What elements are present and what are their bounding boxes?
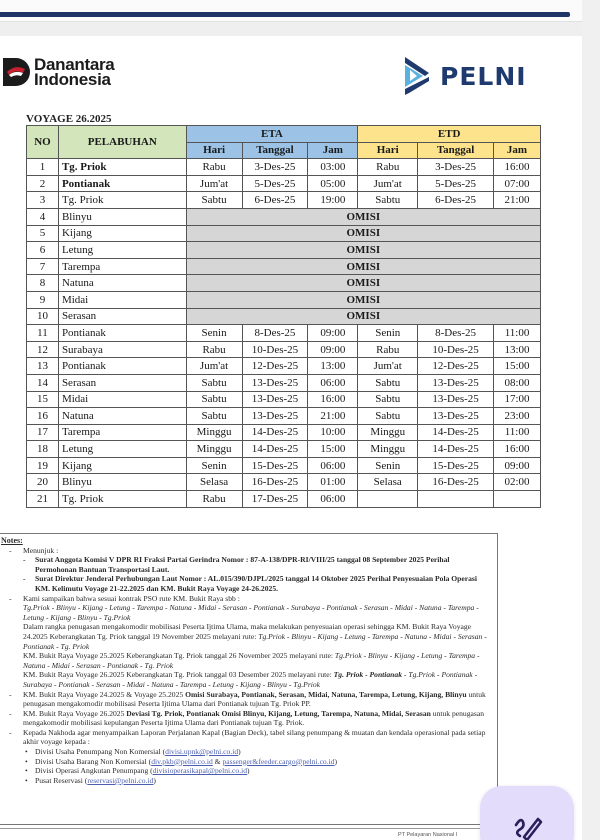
table-row-omisi [27, 258, 541, 275]
cell-no: 9 [27, 291, 59, 308]
cell-eta-jam: 05:00 [308, 175, 358, 192]
notes-deviasi-suffix: untuk penugasan mengakomodir mobilisasi kepulangan Peserta Ijtima Ulama dari Pontianak tujuan Tg. Priok. [23, 708, 485, 728]
cell-etd-jam: 15:00 [494, 358, 541, 375]
cell-eta-tanggal: 13-Des-25 [242, 408, 308, 425]
cell-port: Serasan [58, 308, 186, 325]
cell-port: Tarempa [58, 258, 186, 275]
voyage-schedule-table [26, 125, 541, 508]
cell-etd-jam: 17:00 [494, 391, 541, 408]
cell-no: 5 [27, 225, 59, 242]
cell-port: Surabaya [58, 341, 186, 358]
contact-item [1, 757, 491, 767]
cell-etd-hari: Rabu [358, 159, 418, 176]
cell-etd-jam: 16:00 [494, 441, 541, 458]
notes-nakhoda: - Kepada Nakhoda agar menyampaikan Laporan Perjalanan Kapal (Bagian Deck), tabel silang penumpang & muatan dan kendala operasional pada setiap akhir voyage kepada : [1, 728, 491, 747]
cell-port: Tg. Priok [58, 491, 186, 508]
cell-no: 20 [27, 474, 59, 491]
notes-menunjuk: - Menunjuk : [1, 546, 491, 556]
voyage-title: VOYAGE 26.2025 [26, 113, 112, 125]
cell-no: 10 [27, 308, 59, 325]
cell-eta-jam: 15:00 [308, 441, 358, 458]
cell-eta-hari: Rabu [186, 491, 242, 508]
cell-omisi: OMISI [186, 225, 540, 242]
cell-eta-jam: 16:00 [308, 391, 358, 408]
cell-etd-tanggal: 13-Des-25 [418, 374, 494, 391]
cell-no: 7 [27, 258, 59, 275]
table-row-omisi [27, 225, 541, 242]
page-gutter [0, 22, 600, 36]
notes-voyage-25-text: KM. Bukit Raya Voyage 25.2025 Keberangkatan Tg. Priok tanggal 26 November 2025 melayani rute: [23, 651, 335, 661]
cell-port: Midai [58, 291, 186, 308]
footer-divider [0, 828, 500, 829]
cell-etd-jam: 11:00 [494, 325, 541, 342]
cell-port: Natuna [58, 275, 186, 292]
notes-voyage-26 [1, 670, 491, 689]
table-row [27, 441, 541, 458]
cell-etd-tanggal: 13-Des-25 [418, 391, 494, 408]
cell-etd-jam [494, 491, 541, 508]
cell-omisi: OMISI [186, 258, 540, 275]
notes-box [0, 533, 498, 825]
schedule-body [27, 159, 541, 507]
cell-eta-tanggal: 14-Des-25 [242, 441, 308, 458]
cell-no: 19 [27, 457, 59, 474]
cell-etd-hari: Selasa [358, 474, 418, 491]
cell-eta-jam: 03:00 [308, 159, 358, 176]
cell-eta-jam: 21:00 [308, 408, 358, 425]
header-eta-tanggal: Tanggal [242, 142, 308, 159]
danantara-line1: Danantara [34, 55, 115, 74]
cell-no: 11 [27, 325, 59, 342]
table-row [27, 374, 541, 391]
cell-eta-hari: Sabtu [186, 391, 242, 408]
cell-no: 2 [27, 175, 59, 192]
contact-end: ) [247, 766, 250, 776]
cell-eta-hari: Sabtu [186, 408, 242, 425]
cell-no: 17 [27, 424, 59, 441]
cell-omisi: OMISI [186, 242, 540, 259]
cell-no: 16 [27, 408, 59, 425]
cell-eta-jam: 19:00 [308, 192, 358, 209]
cell-eta-jam: 13:00 [308, 358, 358, 375]
header-etd-jam: Jam [494, 142, 541, 159]
cell-eta-tanggal: 8-Des-25 [242, 325, 308, 342]
cell-eta-jam: 06:00 [308, 491, 358, 508]
cell-etd-hari: Sabtu [358, 391, 418, 408]
edit-fab-button[interactable] [480, 786, 574, 840]
cell-no: 15 [27, 391, 59, 408]
notes-deviasi-ports: Deviasi Tg. Priok, Pontianak Omisi Blinyu, Kijang, Letung, Tarempa, Natuna, Midai, Serasan [126, 708, 431, 718]
contact-item [1, 747, 491, 757]
notes-voyage-25-route: Tg.Priok - Blinyu - Kijang - Letung - Tarempa - Natuna - Midai - Serasan - Pontianak - Tg. Priok [23, 651, 480, 670]
cell-omisi: OMISI [186, 275, 540, 292]
notes-ref-2: - Surat Direktur Jenderal Perhubungan Laut Nomor : AL.015/390/DJPL/2025 tanggal 14 Oktober 2025 Perihal Penyesuaian Pola Operasi KM. Kelimutu Voyage 21-22.2025 dan KM. Bukit Raya Voyage 24-26.2025. [1, 574, 491, 593]
pelni-logo-icon [402, 55, 432, 97]
table-row [27, 358, 541, 375]
table-row [27, 474, 541, 491]
cell-eta-tanggal: 5-Des-25 [242, 175, 308, 192]
cell-no: 13 [27, 358, 59, 375]
cell-eta-jam: 06:00 [308, 457, 358, 474]
cell-etd-hari: Minggu [358, 424, 418, 441]
cell-etd-jam: 07:00 [494, 175, 541, 192]
cell-etd-hari: Jum'at [358, 175, 418, 192]
contact-email-link[interactable]: divisioperasikapal@pelni.co.id [152, 766, 248, 776]
table-row-omisi [27, 242, 541, 259]
notes-voyage-25 [1, 651, 491, 670]
cell-etd-tanggal: 14-Des-25 [418, 424, 494, 441]
table-row-omisi [27, 291, 541, 308]
cell-eta-tanggal: 13-Des-25 [242, 391, 308, 408]
cell-port: Pontianak [58, 358, 186, 375]
cell-no: 14 [27, 374, 59, 391]
cell-eta-tanggal: 16-Des-25 [242, 474, 308, 491]
edit-pen-icon [513, 813, 543, 840]
cell-etd-hari: Senin [358, 325, 418, 342]
cell-etd-tanggal: 3-Des-25 [418, 159, 494, 176]
cell-eta-hari: Jum'at [186, 175, 242, 192]
notes-voyage-26-text: KM. Bukit Raya Voyage 26.2025 Keberangkatan Tg. Priok tanggal 03 Desember 2025 melayani rute: [23, 670, 334, 680]
cell-etd-tanggal: 13-Des-25 [418, 408, 494, 425]
cell-eta-tanggal: 17-Des-25 [242, 491, 308, 508]
table-row-omisi [27, 308, 541, 325]
header-etd-tanggal: Tanggal [418, 142, 494, 159]
cell-no: 3 [27, 192, 59, 209]
cell-port: Blinyu [58, 474, 186, 491]
danantara-line2: Indonesia [34, 70, 111, 89]
cell-eta-hari: Senin [186, 457, 242, 474]
table-row [27, 325, 541, 342]
cell-etd-tanggal: 6-Des-25 [418, 192, 494, 209]
notes-voyage-26-route: - Tg.Priok - Pontianak - Surabaya - Pontianak - Serasan - Midai - Natuna - Tarempa - Letung - Kijang - Blinyu - Tg.Priok [23, 670, 478, 689]
cell-port: Tarempa [58, 424, 186, 441]
contact-email-link[interactable]: divisi.upnk@pelni.co.id [165, 747, 239, 757]
cell-port: Kijang [58, 457, 186, 474]
cell-port: Natuna [58, 408, 186, 425]
cell-no: 12 [27, 341, 59, 358]
cell-port: Letung [58, 242, 186, 259]
header-etd: ETD [358, 126, 541, 143]
cell-etd-hari: Sabtu [358, 374, 418, 391]
table-row-omisi [27, 275, 541, 292]
previous-page-edge [0, 0, 582, 22]
cell-eta-jam: 06:00 [308, 374, 358, 391]
contact-mid: & [212, 756, 223, 766]
cell-etd-tanggal: 15-Des-25 [418, 457, 494, 474]
header-port: PELABUHAN [58, 126, 186, 159]
contact-label: Divisi Operasi Angkutan Penumpang ( [35, 766, 153, 776]
header-eta: ETA [186, 126, 358, 143]
cell-etd-hari: Rabu [358, 341, 418, 358]
cell-etd-tanggal: 5-Des-25 [418, 175, 494, 192]
cell-eta-hari: Jum'at [186, 358, 242, 375]
cell-etd-hari: Senin [358, 457, 418, 474]
cell-port: Pontianak [58, 325, 186, 342]
pelni-wordmark: PELNI [440, 61, 527, 91]
cell-etd-hari: Jum'at [358, 358, 418, 375]
cell-eta-tanggal: 15-Des-25 [242, 457, 308, 474]
table-row [27, 408, 541, 425]
cell-etd-jam: 09:00 [494, 457, 541, 474]
cell-etd-jam: 21:00 [494, 192, 541, 209]
cell-no: 18 [27, 441, 59, 458]
cell-no: 21 [27, 491, 59, 508]
cell-etd-jam: 11:00 [494, 424, 541, 441]
cell-etd-jam: 08:00 [494, 374, 541, 391]
cell-eta-hari: Sabtu [186, 374, 242, 391]
cell-etd-tanggal: 12-Des-25 [418, 358, 494, 375]
notes-omisi-prefix: KM. Bukit Raya Voyage 24.2025 & Voyage 25.2025 [23, 689, 186, 699]
cell-eta-tanggal: 14-Des-25 [242, 424, 308, 441]
table-row-omisi [27, 208, 541, 225]
table-row [27, 192, 541, 209]
cell-etd-jam: 13:00 [494, 341, 541, 358]
contact-label: Divisi Usaha Barang Non Komersial ( [35, 756, 152, 766]
cell-etd-tanggal: 8-Des-25 [418, 325, 494, 342]
cell-eta-hari: Sabtu [186, 192, 242, 209]
cell-port: Midai [58, 391, 186, 408]
contact-item [1, 776, 491, 786]
cell-port: Letung [58, 441, 186, 458]
notes-omisi [1, 690, 491, 709]
footer-company: PT Pelayaran Nasional I [398, 832, 458, 838]
notes-deviasi-prefix: KM. Bukit Raya Voyage 26.2025 [23, 708, 127, 718]
header-eta-hari: Hari [186, 142, 242, 159]
cell-eta-jam: 09:00 [308, 341, 358, 358]
notes-deviasi [1, 709, 491, 728]
cell-etd-tanggal: 14-Des-25 [418, 441, 494, 458]
cell-etd-hari [358, 491, 418, 508]
cell-eta-hari: Selasa [186, 474, 242, 491]
notes-voyage-24-text: Dalam rangka penugasan mengakomodir mobilisasi Peserta Ijtima Ulama, maka melakukan penyesuaian operasi sehingga KM. Bukit Raya Voyage 24.2025 Keberangkatan Tg. Priok tanggal 19 November 2025 melayani rute: [23, 622, 472, 641]
notes-pso-route: Tg.Priok - Blinyu - Kijang - Letung - Tarempa - Natuna - Midai - Serasan - Pontianak - Surabaya - Pontianak - Serasan - Midai - Natuna - Tarempa - Letung - Kijang - Blinyu - Tg.Priok [23, 603, 479, 622]
table-row [27, 491, 541, 508]
cell-eta-hari: Minggu [186, 441, 242, 458]
cell-omisi: OMISI [186, 308, 540, 325]
table-row [27, 457, 541, 474]
cell-no: 6 [27, 242, 59, 259]
contact-email-link[interactable]: reservasi@pelni.co.id [87, 775, 154, 785]
table-row [27, 391, 541, 408]
cell-etd-hari: Sabtu [358, 192, 418, 209]
table-row [27, 175, 541, 192]
notes-pso-intro: - Kami sampaikan bahwa sesuai kontrak PSO rute KM. Bukit Raya sbb : [1, 594, 491, 604]
previous-page-header-bar [0, 12, 570, 17]
cell-eta-tanggal: 12-Des-25 [242, 358, 308, 375]
cell-etd-tanggal [418, 491, 494, 508]
contact-end: ) [153, 775, 156, 785]
danantara-logo-icon [3, 57, 31, 87]
cell-etd-jam: 02:00 [494, 474, 541, 491]
contact-item [1, 766, 491, 776]
contact-label: Pusat Reservasi ( [35, 775, 88, 785]
cell-etd-jam: 16:00 [494, 159, 541, 176]
cell-omisi: OMISI [186, 291, 540, 308]
contact-label: Divisi Usaha Penumpang Non Komersial ( [35, 747, 166, 757]
cell-eta-jam: 10:00 [308, 424, 358, 441]
cell-etd-hari: Sabtu [358, 408, 418, 425]
table-row [27, 341, 541, 358]
notes-title: Notes: [1, 536, 23, 545]
cell-etd-tanggal: 16-Des-25 [418, 474, 494, 491]
cell-port: Tg. Priok [58, 159, 186, 176]
cell-port: Kijang [58, 225, 186, 242]
cell-etd-hari: Minggu [358, 441, 418, 458]
cell-eta-tanggal: 3-Des-25 [242, 159, 308, 176]
table-row [27, 424, 541, 441]
cell-no: 4 [27, 208, 59, 225]
notes-voyage-24 [1, 622, 491, 651]
danantara-logo [3, 57, 114, 87]
table-row [27, 159, 541, 176]
cell-eta-hari: Rabu [186, 159, 242, 176]
cell-no: 1 [27, 159, 59, 176]
cell-port: Tg. Priok [58, 192, 186, 209]
pelni-logo [402, 55, 527, 97]
cell-eta-tanggal: 10-Des-25 [242, 341, 308, 358]
contact-email-link-2[interactable]: passenger&feeder.cargo@pelni.co.id [222, 756, 335, 766]
cell-port: Pontianak [58, 175, 186, 192]
notes-ref-1: - Surat Anggota Komisi V DPR RI Fraksi Partai Gerindra Nomor : 87-A-138/DPR-RI/VIII/25 tanggal 08 September 2025 Perihal Permohonan Bantuan Transportasi Laut. [1, 555, 491, 574]
notes-voyage-24-route: Tg.Priok - Blinyu - Kijang - Letung - Tarempa - Natuna - Midai - Serasan - Pontianak - Tg. Priok [23, 631, 487, 651]
cell-no: 8 [27, 275, 59, 292]
cell-eta-hari: Rabu [186, 341, 242, 358]
cell-eta-tanggal: 6-Des-25 [242, 192, 308, 209]
contact-end: ) [238, 747, 241, 757]
notes-omisi-ports: Omisi Surabaya, Pontianak, Serasan, Midai, Natuna, Tarempa, Letung, Kijang, Blinyu [185, 689, 467, 699]
notes-voyage-26-route-bold: Tg. Priok - Pontianak [333, 670, 403, 680]
cell-port: Serasan [58, 374, 186, 391]
header-no: NO [27, 126, 59, 159]
cell-etd-tanggal: 10-Des-25 [418, 341, 494, 358]
cell-eta-jam: 09:00 [308, 325, 358, 342]
viewer-scroll-strip[interactable] [582, 0, 600, 840]
notes-omisi-suffix: untuk penugasan mengakomodir mobilisasi Peserta Ijtima Ulama dari Pontianak tujuan Tg. Priok PP. [23, 689, 486, 709]
contact-email-link[interactable]: div.pkb@pelni.co.id [151, 756, 213, 766]
cell-eta-hari: Senin [186, 325, 242, 342]
contact-end: ) [334, 756, 338, 766]
cell-etd-jam: 23:00 [494, 408, 541, 425]
cell-omisi: OMISI [186, 208, 540, 225]
cell-eta-tanggal: 13-Des-25 [242, 374, 308, 391]
header-etd-hari: Hari [358, 142, 418, 159]
cell-port: Blinyu [58, 208, 186, 225]
cell-eta-hari: Minggu [186, 424, 242, 441]
header-eta-jam: Jam [308, 142, 358, 159]
cell-eta-jam: 01:00 [308, 474, 358, 491]
